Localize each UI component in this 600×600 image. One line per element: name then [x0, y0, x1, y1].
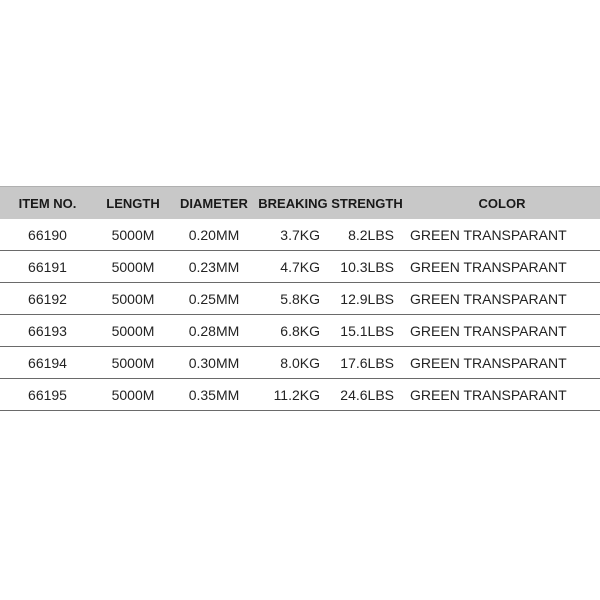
cell-diameter: 0.20MM [171, 219, 257, 251]
cell-color: GREEN TRANSPARANT [404, 347, 600, 379]
cell-color: GREEN TRANSPARANT [404, 379, 600, 411]
header-breaking-strength: BREAKING STRENGTH [257, 187, 404, 220]
table-row [0, 347, 600, 379]
cell-length: 5000M [95, 347, 171, 379]
spec-table [0, 186, 600, 411]
header-item-no: ITEM NO. [0, 187, 95, 220]
table-header-row [0, 187, 600, 220]
cell-breaking-strength-lbs: 12.9LBS [328, 283, 404, 315]
header-color: COLOR [404, 187, 600, 220]
cell-breaking-strength-kg: 8.0KG [257, 347, 328, 379]
table-row [0, 219, 600, 251]
cell-length: 5000M [95, 315, 171, 347]
cell-breaking-strength-kg: 4.7KG [257, 251, 328, 283]
cell-breaking-strength-kg: 3.7KG [257, 219, 328, 251]
cell-breaking-strength-lbs: 10.3LBS [328, 251, 404, 283]
cell-diameter: 0.35MM [171, 379, 257, 411]
cell-breaking-strength-kg: 11.2KG [257, 379, 328, 411]
cell-length: 5000M [95, 283, 171, 315]
table-row [0, 251, 600, 283]
header-length: LENGTH [95, 187, 171, 220]
cell-item-no: 66190 [0, 219, 95, 251]
cell-length: 5000M [95, 379, 171, 411]
cell-length: 5000M [95, 251, 171, 283]
cell-item-no: 66191 [0, 251, 95, 283]
cell-breaking-strength-lbs: 15.1LBS [328, 315, 404, 347]
cell-diameter: 0.28MM [171, 315, 257, 347]
cell-diameter: 0.30MM [171, 347, 257, 379]
cell-breaking-strength-lbs: 8.2LBS [328, 219, 404, 251]
table-row [0, 379, 600, 411]
cell-color: GREEN TRANSPARANT [404, 283, 600, 315]
table-row [0, 315, 600, 347]
cell-item-no: 66194 [0, 347, 95, 379]
cell-diameter: 0.23MM [171, 251, 257, 283]
cell-length: 5000M [95, 219, 171, 251]
cell-item-no: 66192 [0, 283, 95, 315]
cell-item-no: 66193 [0, 315, 95, 347]
header-diameter: DIAMETER [171, 187, 257, 220]
cell-breaking-strength-lbs: 24.6LBS [328, 379, 404, 411]
cell-breaking-strength-kg: 6.8KG [257, 315, 328, 347]
cell-item-no: 66195 [0, 379, 95, 411]
cell-diameter: 0.25MM [171, 283, 257, 315]
cell-color: GREEN TRANSPARANT [404, 251, 600, 283]
table-row [0, 283, 600, 315]
cell-color: GREEN TRANSPARANT [404, 219, 600, 251]
cell-breaking-strength-lbs: 17.6LBS [328, 347, 404, 379]
cell-breaking-strength-kg: 5.8KG [257, 283, 328, 315]
cell-color: GREEN TRANSPARANT [404, 315, 600, 347]
